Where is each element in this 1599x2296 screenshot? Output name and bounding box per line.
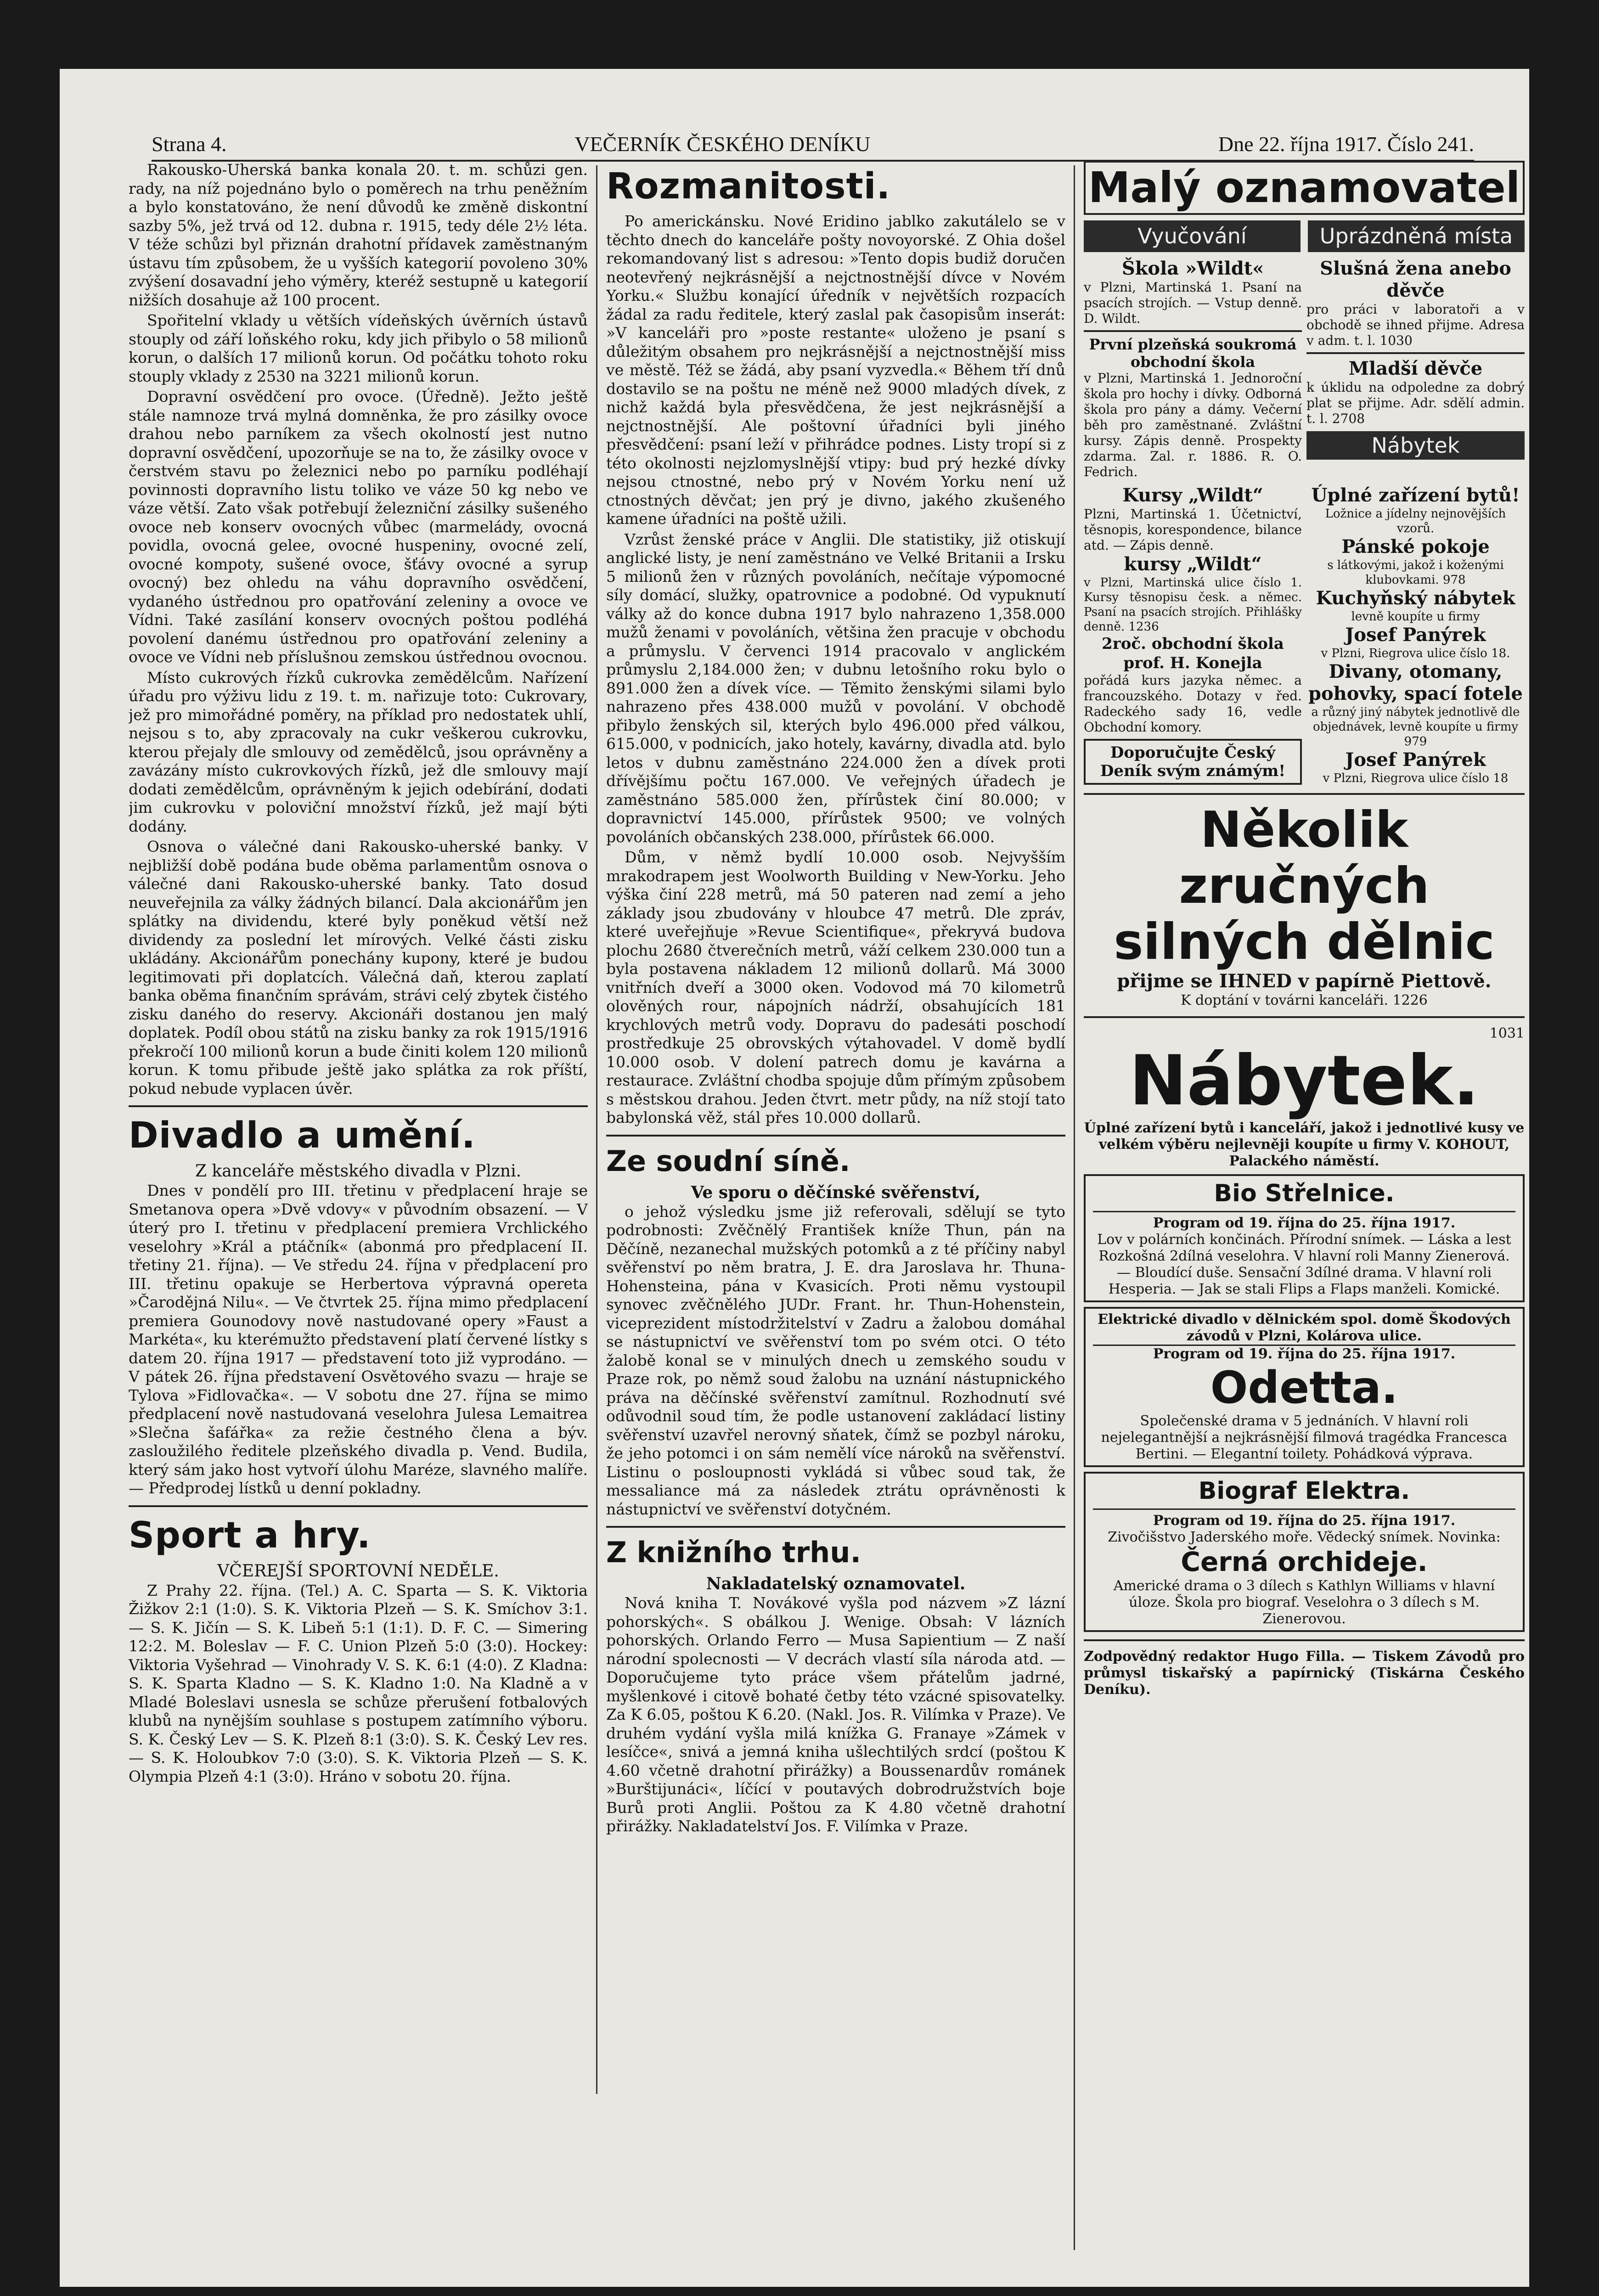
page-header xyxy=(152,124,1474,162)
ad-heading: Škola »Wildt« xyxy=(1121,257,1264,279)
cinema-title: Biograf Elektra. xyxy=(1093,1476,1515,1510)
column-rule xyxy=(1074,165,1075,2250)
divider xyxy=(606,1135,1065,1137)
court-subheading: Ve sporu o děčínské svěřenství, xyxy=(691,1182,981,1202)
cinema-body: Lov v polárních končinách. Přírodní snímek. — Láska a lest Rozkošná 2dílná veselohra. V hlavní roli Manny Zienerová. — Bloudící duše. Sensační 3dílné drama. V hlavní roli Hesperia. — Jak se stali Flips a Flaps manželi. Komické. xyxy=(1097,1231,1511,1297)
ad-body: pořádá kurs jazyka němec. a francouzského. Dotazy v řed. Radeckého sady 16, vedle Obchodní komory. xyxy=(1084,672,1302,735)
ad-workers-sub: přijme se IHNED v papírně Piettově. xyxy=(1117,970,1492,992)
ad-body: Ložnice a jídelny nejnovějších vzorů. xyxy=(1325,506,1506,535)
ad-heading: Josef Panýrek xyxy=(1345,748,1486,771)
cinema-body: Americké drama o 3 dílech s Kathlyn Williams v hlavní úloze. Škola pro biograf. Veselohra o 3 dílech s M. Zienerovou. xyxy=(1113,1577,1495,1627)
section-heading-books: Z knižního trhu. xyxy=(606,1536,861,1569)
article-skyscraper: Dům, v němž bydlí 10.000 osob. Nejvyšším mrakodrapem jest Woolworth Building v New-Yorku. Jeho výška činí 228 metrů, má 50 pateren nad zemí a jeho základy jsou zbudovány v hloubce 47 metrů. Dle zpráv, které uveřejňuje »Revue Scientifique«, překryvá budova plochu 2680 čtverečních metrů, váží celkem 230.000 tun a byla postavena nákladem 12 milionů dollarů. Má 3000 vnitřních dveří a 3000 oken. Vodovod má 70 kilometrů olověných rour, nápojních nádrží, obsahujících 181 krychlových metrů vody. Dopravu do padesáti poschodí prostředkuje 25 obrovských výtahovadel. V domě bydlí 10.000 osob. V dolení patrech domu je kavárna a restaurace. Zvláštní chodba spojuje dům přímým způsobem s městskou drahou. Jeden čtvrt. metr půdy, na níž stojí tato babylonská věž, stál přes 10.000 dollarů. xyxy=(606,848,1065,1126)
ads-row xyxy=(1084,258,1525,480)
cinema-elektricke xyxy=(1084,1307,1525,1467)
article-american: Po americkánsku. Nové Eridino jablko zakutálelo se v těchto dnech do kanceláře pošty novoyorské. Z Ohia došel rekomandovaný list s adresou: »Tento dopis budiž doručen neotevřený nejkrásnější a nejctnostnější dívce v Novém Yorku.« Službu konající úředník v největších rozpacích žádal za radu ředitele, který zaslal pak časopisům inserát: »V kanceláři pro »poste restante« uloženo je psaní s důležitým obsahem pro nejkrásnější a nejctnostnější miss ve městě. Též se žádá, aby psaní vyzvedla.« Během tří dnů dostavilo se na poštu ne méně než 9000 mladých dívek, z nichž každá byla přesvědčena, že jest nejkrásnější a nejctnostnější. Ale poštovní úřadníci byli jiného přesvědčení: psaní leží v přihrádce podnes. Listy tropí si z této okolnosti nejzlomyslnější vtipy: bud prý hezké dívky nejsou ctnostné, nebo prý v Novém Yorku není už ctnostných děvčat; jen prý je divno, jakého zkušeného kamene úřadníci na poště užili. xyxy=(606,212,1065,528)
ad-body: v Plzni, Martinská 1. Jednoroční škola pro hochy i dívky. Odborná škola pro pány a dámy. Večerní běh pro zaměstnané. Zvláštní kursy. Zápis denně. Prospekty zdarma. Zal. r. 1886. R. O. Fedrich. xyxy=(1084,370,1302,479)
ad-workers-note: K doptání v továrni kanceláři. 1226 xyxy=(1181,992,1428,1008)
divider xyxy=(1084,1016,1525,1018)
court-text: o jehož výsledku jsme již referovali, sdělují se tyto podrobnosti: Zvěčnělý František kníže Thun, pán na Děčíně, nezanechal mužských potomků a z té příčiny nabyl svěřenství po něm bratra, J. E. dra Jaroslava hr. Thuna-Hohensteina, pána v Kvasicích. Proti němu vystoupil synovec zvěčnělého JUDr. Frant. hr. Thun-Hohenstein, viceprezident místodržitelství v Zadru a žalobou domáhal se nástupnictví ve svěřenství tom po svém otci. O této žalobě konal se v minulých dnech u zemského soudu v Praze rok, po němž soud žalobu na uznání nástupnického práva na děčínské svěřenství zamítnul. Rozhodnutí své odůvodnil soud tím, že podle ustanovení zakládací listiny svěřenství uzavřel nerovný sňatek, čímž se pozbyl nároku, že jeho potomci i on sám nemělí více nároků na svěřenství. Listinu o posloupnosti vykládá si vůbec soud tak, že messaliance má za následek ztrátu oprávněnosti k nástupnictví ve svěřenství dotyčném. xyxy=(606,1202,1065,1518)
imprint: Zodpovědný redaktor Hugo Filla. — Tiskem Závodů pro průmysl tiskařský a papírnický (Tiskárna Českého Deníku). xyxy=(1084,1648,1525,1698)
ad-heading: Slušná žena anebo děvče xyxy=(1320,257,1511,301)
newspaper-page xyxy=(60,69,1529,2287)
ad-heading: 2roč. obchodní škola prof. H. Konejla xyxy=(1102,634,1284,672)
books-text: Nová kniha T. Novákové vyšla pod názvem »Z lázní pohorských«. S obálkou J. Wenige. Obsah: V lázních pohorských. Orlando Ferro — Musa Sapientium — Z naší národní spolecnosti — V decrách vlastí síla národa atd. — Doporučujeme tyto práce všem přátelům jadrné, myšlenkové i citově bohaté četby této vzácné spisovatelky. Za K 6.05, poštou K 6.20. (Nakl. Jos. R. Vilímka v Praze). Ve druhém vydání vyšla milá knížka G. Franaye »Zámek v lesíčce«, snivá a jemná kniha ušlechtilých srdcí (poštou K 4.60 včetně drahotní přirážky) a Boussenardův románek »Burštijunáci«, líčící v poutavých dobrodružstvích boje Burů proti Anglii. Poštou za K 4.80 včetně drahotní přirážky. Nakladatelství Jos. F. Vilímka v Praze. xyxy=(606,1594,1065,1835)
section-heading-theatre: Divadlo a umění. xyxy=(129,1115,476,1156)
ad-body: pro práci v laboratoři a v obchodě se ihned přijme. Adresa v adm. t. l. 1030 xyxy=(1306,301,1525,348)
ad-heading: Kuchyňský nábytek xyxy=(1316,587,1515,609)
tag-jobs: Uprázdněná místa xyxy=(1308,220,1525,252)
cinema-program: Program od 19. října do 25. října 1917. xyxy=(1153,1512,1456,1529)
section-heading-court: Ze soudní síně. xyxy=(606,1144,850,1178)
ad-body: v Plzni, Martinská 1. Psaní na psacích strojích. — Vstup denně. D. Wildt. xyxy=(1084,279,1302,326)
divider xyxy=(129,1105,588,1107)
ad-body: a různý jiný nábytek jednotlivě dle objednávek, levně koupíte u firmy 979 xyxy=(1311,705,1520,748)
section-heading-misc: Rozmanitosti. xyxy=(606,166,891,207)
ad-body: Plzni, Martinská 1. Účetnictví, těsnopis, korespondence, bilance atd. — Zápis denně. xyxy=(1084,506,1302,553)
ad-body: s látkovými, jakož i koženými klubovkami. 978 xyxy=(1327,558,1504,587)
issue-date: Dne 22. října 1917. Číslo 241. xyxy=(1218,132,1474,156)
divider xyxy=(606,1526,1065,1528)
ads-row xyxy=(1084,484,1525,786)
ad-heading: Mladší děvče xyxy=(1348,357,1483,379)
cinema-body: Zivočišstvo Jaderského moře. Vědecký snímek. Novinka: xyxy=(1108,1529,1501,1545)
cinema-feature: Odetta. xyxy=(1210,1362,1398,1413)
cinema-body: Společenské drama v 5 jednáních. V hlavní roli nejelegantnější a nejkrásnější filmová tragédka Francesca Bertini. — Elegantní toilety. Pohádková výprava. xyxy=(1101,1412,1508,1462)
ad-body: v Plzni, Riegrova ulice číslo 18. xyxy=(1321,646,1510,660)
ad-body: v Plzni, Martinská ulice číslo 1. Kursy těsnopisu česk. a němec. Psaní na psacích strojích. Přihlášky denně. 1236 xyxy=(1084,575,1302,634)
ad-heading: Josef Panýrek xyxy=(1345,624,1486,646)
ad-number: 1031 xyxy=(1489,1025,1525,1041)
divider xyxy=(129,1505,588,1507)
article-sugar: Místo cukrových řízků cukrovka zemědělcům. Nařízení úřadu pro výživu lidu z 19. t. m. nařizuje toto: Cukrovary, jež pro mimořádné poměry, na příklad pro nedostatek uhlí, nejsou s to, aby zpracovaly na cukr veškerou cukrovku, kterou přejaly dle smlouvy od zemědělců, jsou oprávněny a zavázány místo cukrovkových řízků, jež dle smlouvy mají dodati zemědělcům, oprávněným k jejich odebírání, dodati jim cukrovku v poloviční množství řízků, jež mají býti dodány. xyxy=(129,668,588,835)
column-1 xyxy=(129,161,588,2227)
article-fruit: Dopravní osvědčení pro ovoce. (Úředně). Ježto ještě stále namnoze trvá mylná domněnka, že pro zásilky ovoce drahou nebo parníkem za všech okolností jest nutno dopravní osvědčení, upozorňuje se na to, že zásilky ovoce v čerstvém stavu po železnici nebo po parníku podléhají povinnosti dopravního listu toliko ve váze 50 kg nebo ve váze větší. Zato však potřebují železniční zásilky sušeného ovoce neb konserv ovocných vůbec (marmelády, ovocná povidla, ovocná gelee, ovocné huspeniny, ovocné zelí, ovocné kompoty, sušené ovoce, šťávy ovocné a syrup ovocný) bez ohledu na váhu dopravního osvědčení, vydaného ústřednou pro opatřování zeleniny a ovoce ve Vídni. Také zasílání konserv ovocných poštou podléhá povolení danému ústřednou pro opatřování zeleniny a ovoce ve Vídni neb příslušnou zemskou ústřednou ovocnou. xyxy=(129,388,588,666)
cinema-elektra xyxy=(1084,1472,1525,1632)
theatre-text: Dnes v pondělí pro III. třetinu v předplacení hraje se Smetanova opera »Dvě vdovy« v původním obsazení. — V úterý pro I. třetinu v předplacení premiera Vrchlického veselohry »Král a ptáčník« (abonmá pro předplacení II. třetiny 21. října). — Ve středu 24. října v předplacení pro III. třetinu opakuje se Herbertova výpravná opereta »Čarodějná Nilu«. — Ve čtvrtek 25. října mimo předplacení premiera Gounodovy nově nastudované opery »Faust a Markéta«, ku kterémužto představení platí červené lístky s datem 20. října 1917 — představení toto již vyprodáno. — V pátek 26. října představení Osvětového svazu — hraje se Tylova »Fidlovačka«. — V sobotu dne 27. října se mimo předplacení nově nastudovaná veselohra Julesa Lemaitrea »Slečna šafářka« za režie čestného člena a býv. zasloužilého ředitele plzeňského divadla p. Vend. Budila, který sám jako host vytvoří úlohu Maréze, slavného malíře. — Předprodej lístků u denní pokladny. xyxy=(129,1182,588,1497)
cinema-feature: Černá orchideje. xyxy=(1181,1546,1428,1577)
ad-body: levně koupíte u firmy xyxy=(1351,609,1480,624)
column-rule xyxy=(596,165,597,2094)
books-subheading: Nakladatelský oznamovatel. xyxy=(706,1574,966,1593)
ad-workers-heading: Několik zručných silných dělnic xyxy=(1114,801,1495,971)
sport-subheading: VČEREJŠÍ SPORTOVNÍ NEDĚLE. xyxy=(217,1561,499,1581)
ad-body: v Plzni, Riegrova ulice číslo 18 xyxy=(1323,771,1509,785)
cinema-program: Program od 19. října do 25. října 1917. xyxy=(1153,1345,1456,1362)
promo-box: Doporučujte Český Deník svým známým! xyxy=(1084,739,1302,785)
article-bank: Rakousko-Uherská banka konala 20. t. m. schůzi gen. rady, na níž pojednáno bylo o poměrech na trhu peněžním a bylo konstatováno, že není důvodů ke změně diskontní sazby 5%, jež trvá od 12. dubna r. 1915, tedy déle 2½ léta. V téže schůzi byl přiznán drahotní přídavek zaměstnaným ústavu tím způsobem, že u vyšších kategorií povoleno 30% zvýšení dosavadní jeho výměry, kteréž sestupně u kategorií nižších dosahuje až 100 procent. xyxy=(129,161,588,309)
sport-text: Z Prahy 22. října. (Tel.) A. C. Sparta — S. K. Viktoria Žižkov 2:1 (1:0). S. K. Viktoria Plzeň — S. K. Smíchov 3:1. — S. K. Jičín — S. K. Libeň 5:1 (1:1). D. F. C. — Simering 12:2. M. Boleslav — F. C. Union Plzeň 5:0 (3:0). Hockey: Viktoria Vyšehrad — Vinohrady V. S. K. 6:1 (4:0). Z Kladna: S. K. Sparta Kladno — S. K. Kladno 1:0. Na Kladně a v Mladé Boleslavi usnesla se schůze přerušení fotbalových klubů na nynějším souhlase s postupem zatímního výboru. S. K. Český Lev — S. K. Plzeň 8:1 (3:0). S. K. Český Lev res. — S. K. Holoubkov 7:0 (3:0). S. K. Viktoria Plzeň — S. K. Olympia Plzeň 4:1 (3:0). Hráno v sobotu 20. října. xyxy=(129,1581,588,1785)
article-savings: Spořitelní vklady u větších vídeňských úvěrních ústavů stouply od září loňského roku, kdy jich přibylo o 58 milionů korun, o dalších 17 milionů korun. Od počátku tohoto roku stouply vklady z 2530 na 3221 milionů korun. xyxy=(129,311,588,385)
ad-heading: Divany, otomany, pohovky, spací fotele xyxy=(1308,660,1523,704)
classifieds-title: Malý oznamovatel xyxy=(1084,161,1525,215)
column-2 xyxy=(606,161,1065,2227)
cinema-title: Elektrické divadlo v dělnickém spol. domě Škodových závodů v Plzni, Kolárova ulice. xyxy=(1093,1311,1515,1346)
divider xyxy=(1084,1639,1525,1641)
ad-heading: První plzeňská soukromá obchodní škola xyxy=(1089,335,1297,371)
article-war-tax: Osnova o válečné dani Rakousko-uherské banky. V nejbližší době podána bude oběma parlamentům osnova o válečné dani Rakousko-uherské banky. Tato dosud neuveřejnila za války žádných bilancí. Dala akcionářům jen splátky na dividendu, které byly poněkud větší než dividendy za poslední let mírových. Velké části zisku ukládány. Akcionářům ponechány kupony, které je budou legitimovati při doplatcích. Válečná daň, kterou zaplatí banka oběma finančním správám, strávi celý zbytek čistého zisku daného do reservy. Akcionáři dostanou jen malý doplatek. Podíl obou států na zisku banky za rok 1915/1916 překročí 100 milionů korun a bude činiti kolem 120 milionů korun. K tomu přibude ještě jako splátka za rok příští, pokud nebude vyplacen úvěr. xyxy=(129,838,588,1097)
cinema-title: Bio Střelnice. xyxy=(1093,1179,1515,1212)
ad-heading: Kursy „Wildt“ xyxy=(1122,484,1263,506)
ad-heading: Pánské pokoje xyxy=(1341,535,1490,557)
divider xyxy=(1084,793,1525,795)
paper-title: VEČERNÍK ČESKÉHO DENÍKU xyxy=(574,132,871,156)
tag-education: Vyučování xyxy=(1084,220,1301,252)
ad-heading: kursy „Wildt“ xyxy=(1124,553,1262,575)
tag-furniture: Nábytek xyxy=(1306,431,1525,460)
section-heading-sport: Sport a hry. xyxy=(129,1514,371,1556)
page-number: Strana 4. xyxy=(152,132,227,156)
column-3-ads xyxy=(1084,161,1525,2255)
theatre-subheading: Z kanceláře městského divadla v Plzni. xyxy=(195,1162,522,1181)
cinema-strelnice xyxy=(1084,1174,1525,1302)
ad-heading: Úplné zařízení bytů! xyxy=(1311,484,1520,506)
cinema-program: Program od 19. října do 25. října 1917. xyxy=(1153,1215,1456,1231)
ad-furniture-body: Úplné zařízení bytů i kanceláří, jakož i jednotlivé kusy ve velkém výběru nejlevněji koupíte u firmy V. KOHOUT, Palackého náměstí. xyxy=(1084,1120,1525,1169)
ad-body: k úklidu na odpoledne za dobrý plat se přijme. Adr. sdělí admin. t. l. 2708 xyxy=(1306,379,1525,426)
ad-furniture-heading: Nábytek. xyxy=(1129,1041,1480,1121)
article-women-work: Vzrůst ženské práce v Anglii. Dle statistiky, již otiskují anglické listy, je není zaměstnáno ve Velké Britanii a Irsku 5 milionů žen v různých povoláních, nečítaje výpomocné síly domácí, služky, opatrovnice a podobné. Od vypuknutí války až do konce dubna 1917 bylo nahrazeno 1,358.000 mužů ženami v povoláních, většina žen pracuje v obchodu a průmyslu. V červenci 1914 pracovalo v anglickém průmyslu 2,184.000 žen; v dubnu letošního roku bylo o 891.000 žen a dívek více. — Těmito ženskými silami bylo nahrazeno přes 438.000 mužů v povolání. V obchodě přibylo ženských sil, kterých bylo 496.000 před válkou, 615.000, v podnicích, jako hotely, kavárny, divadla atd. bylo letos v dubnu zaměstnáno 224.000 žen a dívek proti dřívějšímu počtu 167.000. Ve veřejných úřadech je zaměstnáno 585.000 žen, přírůstek činí 80.000; v dopravnictví 145.000, přírůstek 9500; ve volných povoláních občanských 238.000, přírůstek 66.000. xyxy=(606,530,1065,846)
